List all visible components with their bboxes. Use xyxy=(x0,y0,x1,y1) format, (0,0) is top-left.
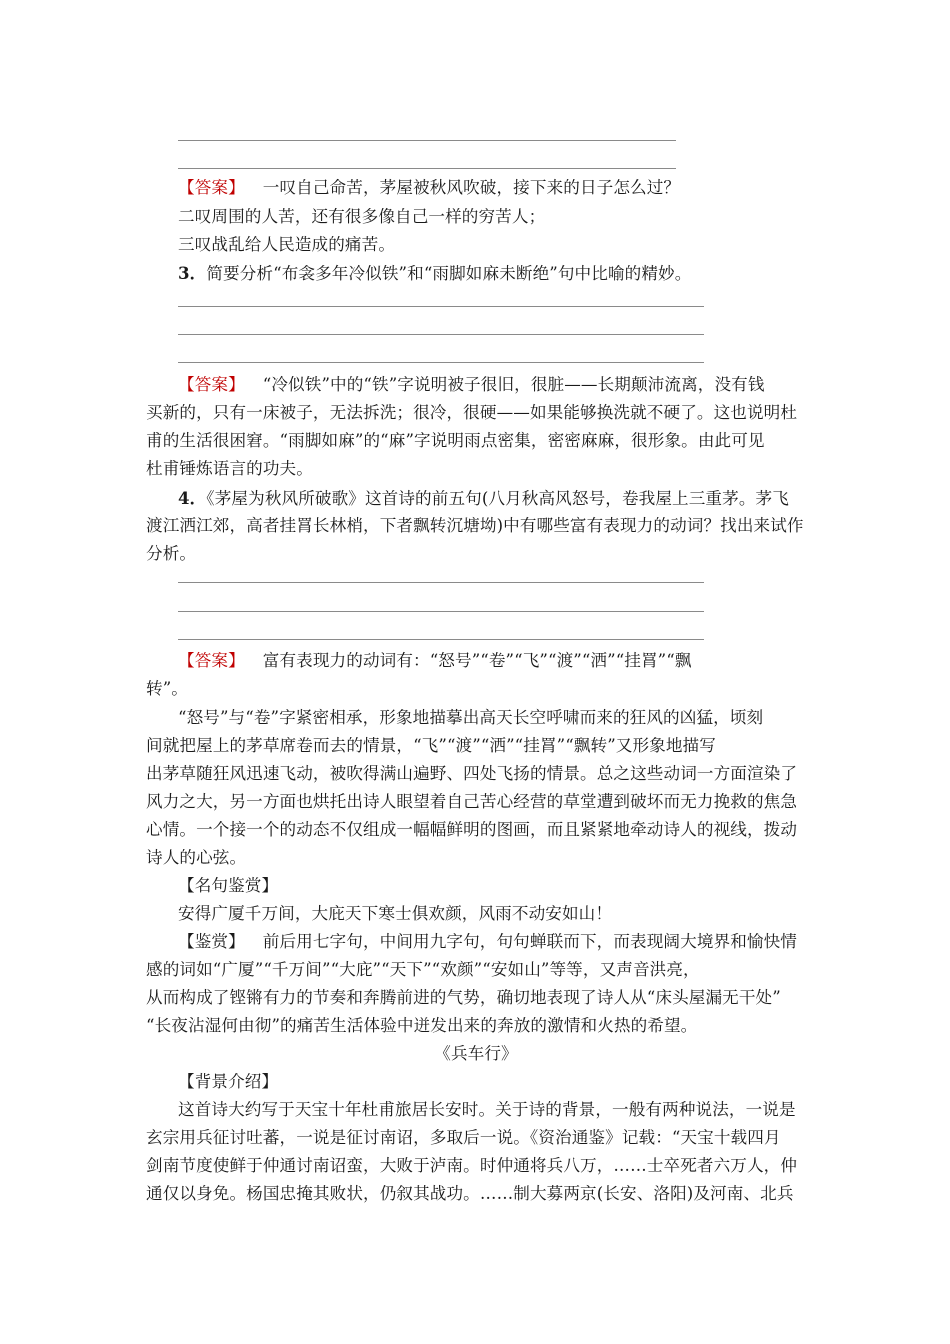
answer-2-line-1 xyxy=(178,176,838,200)
answer-text: 富有表现力的动词有：“怒号”“卷”“飞”“渡”“洒”“挂罥”“飘 xyxy=(262,651,692,670)
background-line-2: 玄宗用兵征讨吐蕃，一说是征讨南诏，多取后一说。《资治通鉴》记载：“天宝十载四月 xyxy=(146,1128,781,1147)
appreciation-line-1 xyxy=(178,930,838,954)
appreciation-tag: 【鉴赏】 xyxy=(178,932,245,951)
answer-4-para-2-line-2: 间就把屋上的茅草席卷而去的情景，“飞”“渡”“洒”“挂罥”“飘转”又形象地描写 xyxy=(146,736,716,755)
answer-3-line-4: 杜甫锤炼语言的功夫。 xyxy=(146,459,313,478)
answer-blank-line xyxy=(178,582,704,583)
famous-line-quote: 安得广厦千万间，大庇天下寒士俱欢颜，风雨不动安如山！ xyxy=(178,904,613,923)
answer-blank-line xyxy=(178,362,704,363)
poem-title: 《兵车行》 xyxy=(434,1044,518,1063)
answer-blank-line xyxy=(178,168,676,169)
question-number: 4． xyxy=(178,488,207,508)
famous-line-heading: 【名句鉴赏】 xyxy=(178,876,279,895)
answer-2-line-2: 二叹周围的人苦，还有很多像自己一样的穷苦人； xyxy=(178,207,546,226)
question-4-line-2: 渡江洒江郊，高者挂罥长林梢，下者飘转沉塘坳)中有哪些富有表现力的动词？找出来试作 xyxy=(146,516,804,535)
question-3 xyxy=(178,261,838,286)
answer-4-para-2-line-1: “怒号”与“卷”字紧密相承，形象地描摹出高天长空呼啸而来的狂风的凶猛，顷刻 xyxy=(178,708,764,727)
question-text: 《茅屋为秋风所破歌》这首诗的前五句(八月秋高风怒号，卷我屋上三重茅。茅飞 xyxy=(206,489,789,508)
answer-4-para-2-line-5: 心情。一个接一个的动态不仅组成一幅幅鲜明的图画，而且紧紧地牵动诗人的视线，拨动 xyxy=(146,820,798,839)
answer-text: “冷似铁”中的“铁”字说明被子很旧，很脏——长期颠沛流离，没有钱 xyxy=(262,375,765,394)
answer-tag: 【答案】 xyxy=(178,375,245,394)
appreciation-line-2: 感的词如“广厦”“千万间”“大庇”“天下”“欢颜”“安如山”等等，又声音洪亮， xyxy=(146,960,700,979)
answer-blank-line xyxy=(178,306,704,307)
answer-3-line-3: 甫的生活很困窘。“雨脚如麻”的“麻”字说明雨点密集，密密麻麻，很形象。由此可见 xyxy=(146,431,765,450)
appreciation-line-3: 从而构成了铿锵有力的节奏和奔腾前进的气势，确切地表现了诗人从“床头屋漏无干处” xyxy=(146,988,781,1007)
appreciation-line-4: “长夜沾湿何由彻”的痛苦生活体验中迸发出来的奔放的激情和火热的希望。 xyxy=(146,1016,698,1035)
answer-blank-line xyxy=(178,611,704,612)
answer-text: 一叹自己命苦，茅屋被秋风吹破，接下来的日子怎么过？ xyxy=(262,178,681,197)
answer-4-para-2-line-3: 出茅草随狂风迅速飞动，被吹得满山遍野、四处飞扬的情景。总之这些动词一方面渲染了 xyxy=(146,764,798,783)
question-4-line-1 xyxy=(178,486,838,511)
answer-blank-line xyxy=(178,140,676,141)
answer-blank-line xyxy=(178,639,704,640)
answer-4-line-2: 转”。 xyxy=(146,679,188,698)
answer-tag: 【答案】 xyxy=(178,178,245,197)
answer-blank-line xyxy=(178,334,704,335)
background-line-4: 通仅以身免。杨国忠掩其败状，仍叙其战功。……制大募两京(长安、洛阳)及河南、北兵 xyxy=(146,1184,794,1203)
background-heading: 【背景介绍】 xyxy=(178,1072,279,1091)
answer-tag: 【答案】 xyxy=(178,651,245,670)
background-line-1: 这首诗大约写于天宝十年杜甫旅居长安时。关于诗的背景，一般有两种说法，一说是 xyxy=(178,1100,796,1119)
question-text: 简要分析“布衾多年冷似铁”和“雨脚如麻未断绝”句中比喻的精妙。 xyxy=(206,264,692,283)
answer-2-line-3: 三叹战乱给人民造成的痛苦。 xyxy=(178,235,396,254)
answer-4-para-2-line-6: 诗人的心弦。 xyxy=(146,848,247,867)
answer-3-line-1 xyxy=(178,373,838,397)
answer-4-para-2-line-4: 风力之大，另一方面也烘托出诗人眼望着自己苦心经营的草堂遭到破坏而无力挽救的焦急 xyxy=(146,792,798,811)
appreciation-text: 前后用七字句，中间用九字句，句句蝉联而下，而表现阔大境界和愉快情 xyxy=(262,932,797,951)
question-4-line-3: 分析。 xyxy=(146,544,197,563)
background-line-3: 剑南节度使鲜于仲通讨南诏蛮，大败于泸南。时仲通将兵八万，……士卒死者六万人，仲 xyxy=(146,1156,798,1175)
answer-3-line-2: 买新的，只有一床被子，无法拆洗；很冷，很硬——如果能够换洗就不硬了。这也说明杜 xyxy=(146,403,798,422)
answer-4-line-1 xyxy=(178,649,838,673)
question-number: 3． xyxy=(178,263,207,283)
